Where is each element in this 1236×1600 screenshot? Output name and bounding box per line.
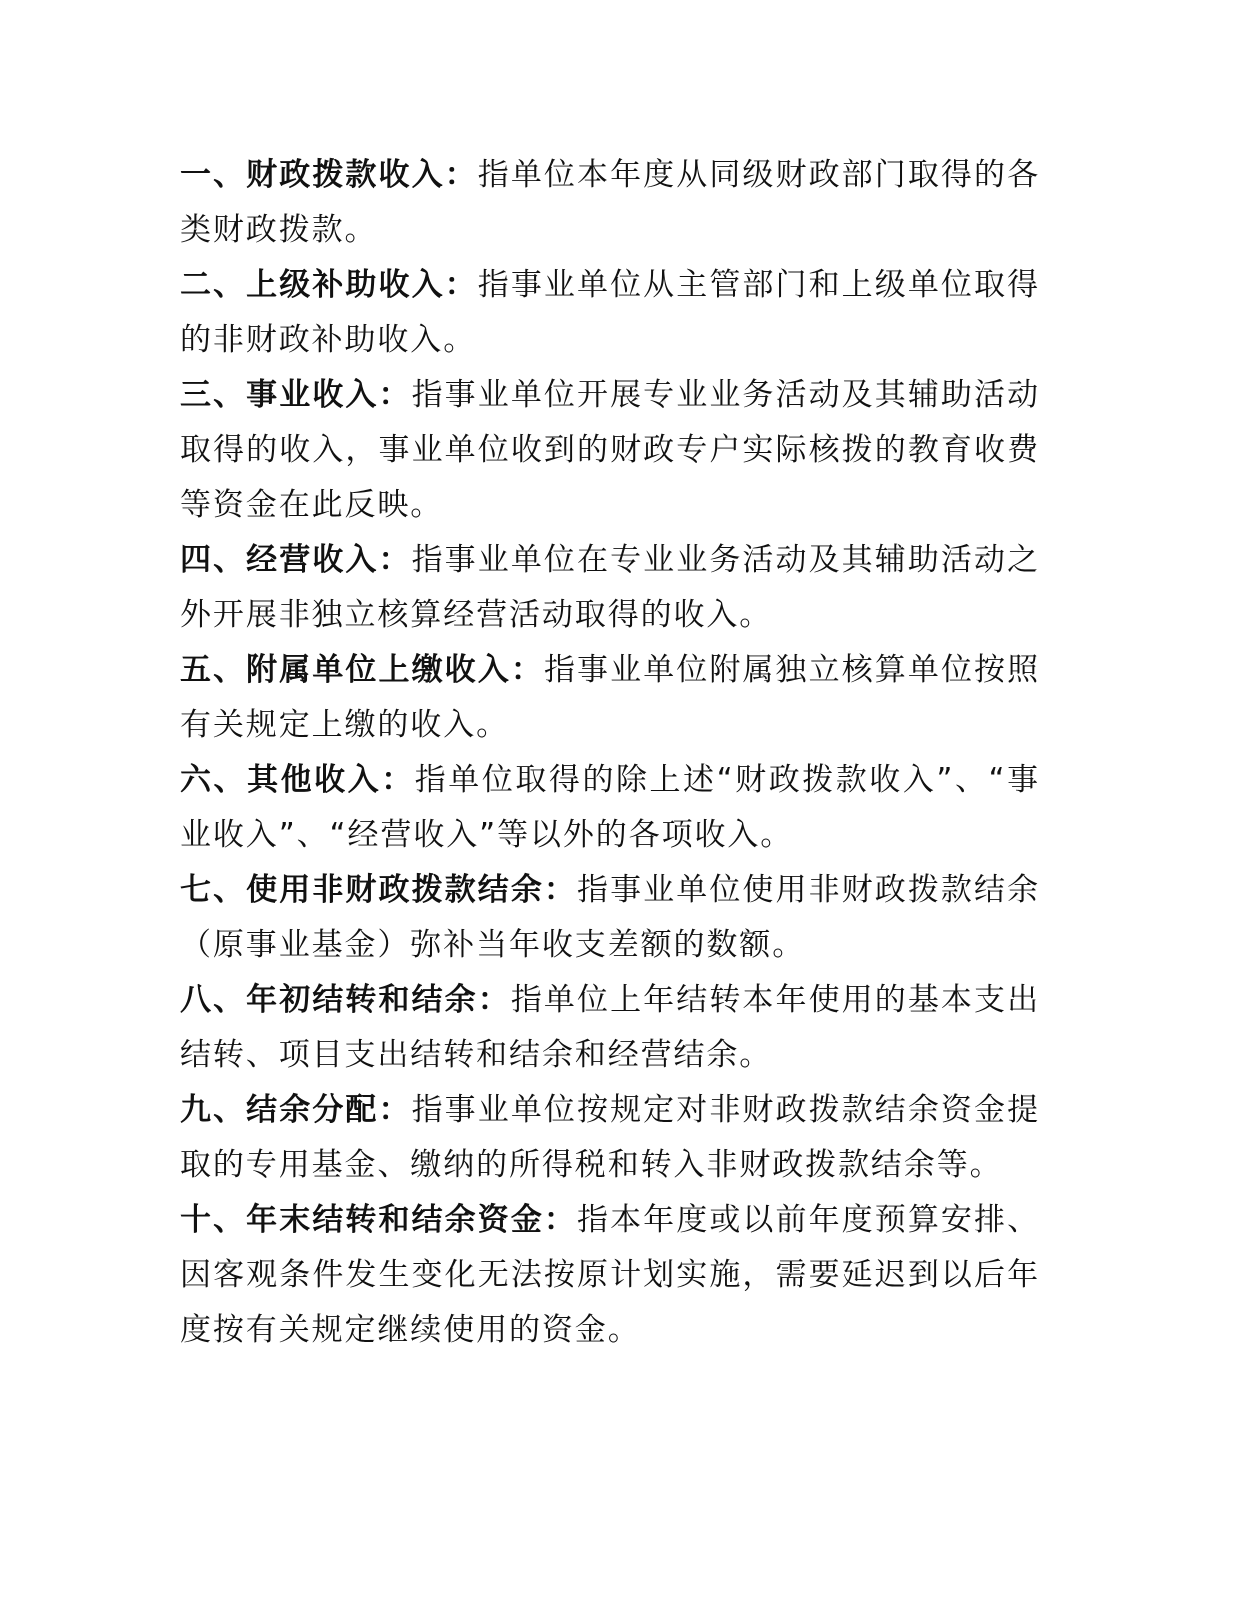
entry-affiliated-unit-income [180, 643, 1040, 753]
entry-separator: ： [543, 872, 578, 908]
entry-separator: ： [378, 542, 412, 578]
document-page [180, 148, 1040, 1358]
entry-separator: ： [378, 377, 412, 413]
entry-term: 九、结余分配 [180, 1092, 379, 1128]
entry-non-fiscal-surplus-use [180, 863, 1040, 973]
entry-fiscal-appropriation-income [180, 148, 1040, 258]
entry-separator: ： [477, 982, 511, 1018]
entry-term: 三、事业收入 [180, 377, 379, 413]
entry-definition: 指单位上年结转本年使用的基本支出结转、项目支出结转和结余和经营结余。 [180, 982, 1040, 1073]
entry-separator: ： [543, 1202, 578, 1238]
entry-superior-subsidy-income [180, 258, 1040, 368]
entry-definition: 指单位本年度从同级财政部门取得的各类财政拨款。 [180, 157, 1040, 248]
entry-separator: ： [381, 762, 415, 798]
entry-operating-income [180, 533, 1040, 643]
entry-definition: 指事业单位附属独立核算单位按照有关规定上缴的收入。 [180, 652, 1041, 743]
entry-term: 十、年末结转和结余资金 [180, 1202, 544, 1238]
entry-surplus-distribution [180, 1083, 1040, 1193]
entry-term: 七、使用非财政拨款结余 [180, 872, 544, 908]
entry-definition: 指单位取得的除上述“财政拨款收入”、“事业收入”、“经营收入”等以外的各项收入。 [180, 762, 1041, 853]
entry-beginning-carryover [180, 973, 1040, 1083]
entry-term: 八、年初结转和结余 [180, 982, 478, 1018]
entry-definition: 指本年度或以前年度预算安排、因客观条件发生变化无法按原计划实施，需要延迟到以后年度按有关规定继续使用的资金。 [180, 1202, 1040, 1348]
entry-other-income [180, 753, 1040, 863]
entry-term: 六、其他收入 [180, 762, 382, 798]
entry-separator: ： [378, 1092, 412, 1128]
entry-year-end-carryover [180, 1193, 1040, 1358]
entry-term: 五、附属单位上缴收入 [180, 652, 511, 688]
entry-separator: ： [510, 652, 544, 688]
entry-term: 四、经营收入 [180, 542, 379, 578]
entry-definition: 指事业单位开展专业业务活动及其辅助活动取得的收入，事业单位收到的财政专户实际核拨的教育收费等资金在此反映。 [180, 377, 1040, 523]
entry-separator: ： [444, 267, 478, 303]
entry-definition: 指事业单位在专业业务活动及其辅助活动之外开展非独立核算经营活动取得的收入。 [180, 542, 1040, 633]
entry-definition: 指事业单位从主管部门和上级单位取得的非财政补助收入。 [180, 267, 1040, 358]
entry-separator: ： [444, 157, 478, 193]
entry-business-income [180, 368, 1040, 533]
entry-definition: 指事业单位使用非财政拨款结余（原事业基金）弥补当年收支差额的数额。 [180, 872, 1040, 963]
entry-term: 一、财政拨款收入 [180, 157, 445, 193]
entry-definition: 指事业单位按规定对非财政拨款结余资金提取的专用基金、缴纳的所得税和转入非财政拨款结余等。 [180, 1092, 1040, 1183]
entry-term: 二、上级补助收入 [180, 267, 445, 303]
